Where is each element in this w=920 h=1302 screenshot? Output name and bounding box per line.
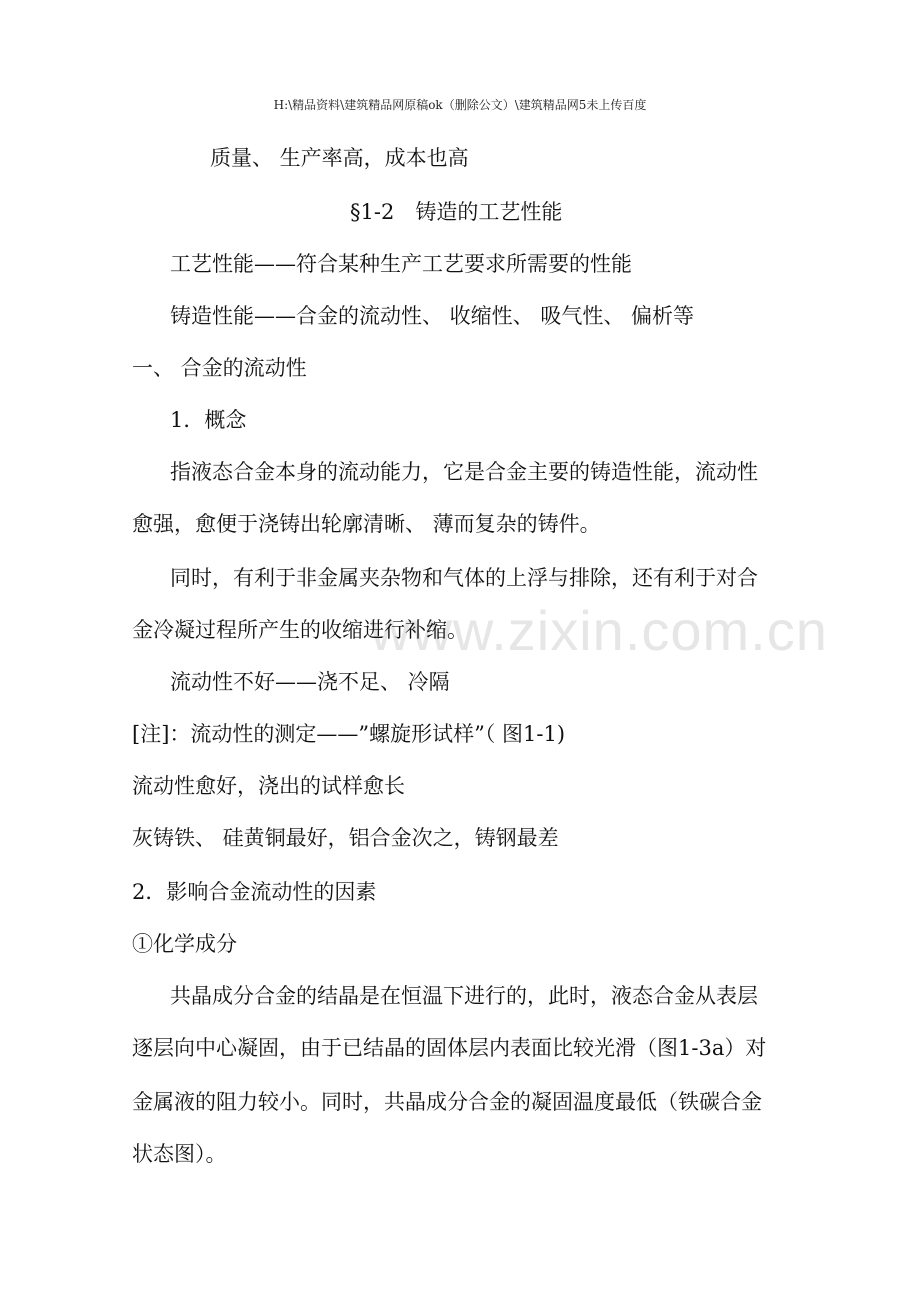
section-heading: §1-2 铸造的工艺性能 (350, 200, 563, 224)
subheading-concept: 1．概念 (170, 408, 247, 432)
note-line: [注]：流动性的测定——”螺旋形试样”（ 图1-1) (132, 722, 566, 746)
text-line-quality: 质量、 生产率高，成本也高 (210, 146, 469, 170)
paragraph-line: 状态图）。 (132, 1142, 227, 1166)
text-line-casting-property: 铸造性能——合金的流动性、 收缩性、 吸气性、 偏析等 (170, 304, 695, 328)
paragraph-line: 共晶成分合金的结晶是在恒温下进行的，此时，液态合金从表层 (170, 984, 758, 1008)
watermark: www.zixin.com.cn (370, 599, 828, 662)
text-line-process-property: 工艺性能——符合某种生产工艺要求所需要的性能 (170, 252, 632, 276)
subheading-chemical-composition: ①化学成分 (132, 932, 237, 956)
file-path-header: H:\精品资料\建筑精品网原稿ok（删除公文）\建筑精品网5未上传百度 (273, 98, 647, 112)
text-line: 流动性愈好，浇出的试样愈长 (132, 774, 405, 798)
paragraph-line: 金冷凝过程所产生的收缩进行补缩。 (132, 618, 468, 642)
paragraph-line: 指液态合金本身的流动能力，它是合金主要的铸造性能，流动性 (170, 460, 758, 484)
paragraph-line: 同时，有利于非金属夹杂物和气体的上浮与排除，还有利于对合 (170, 566, 758, 590)
paragraph-line: 逐层向中心凝固，由于已结晶的固体层内表面比较光滑（图1-3a）对 (132, 1036, 767, 1060)
text-line-poor-fluidity: 流动性不好——浇不足、 冷隔 (170, 670, 450, 694)
subheading-fluidity: 一、 合金的流动性 (132, 356, 307, 380)
text-line: 灰铸铁、 硅黄铜最好，铝合金次之，铸钢最差 (132, 826, 559, 850)
subheading-factors: 2．影响合金流动性的因素 (132, 880, 377, 904)
paragraph-line: 愈强，愈便于浇铸出轮廓清晰、 薄而复杂的铸件。 (132, 512, 601, 536)
paragraph-line: 金属液的阻力较小。同时，共晶成分合金的凝固温度最低（铁碳合金 (132, 1090, 762, 1114)
